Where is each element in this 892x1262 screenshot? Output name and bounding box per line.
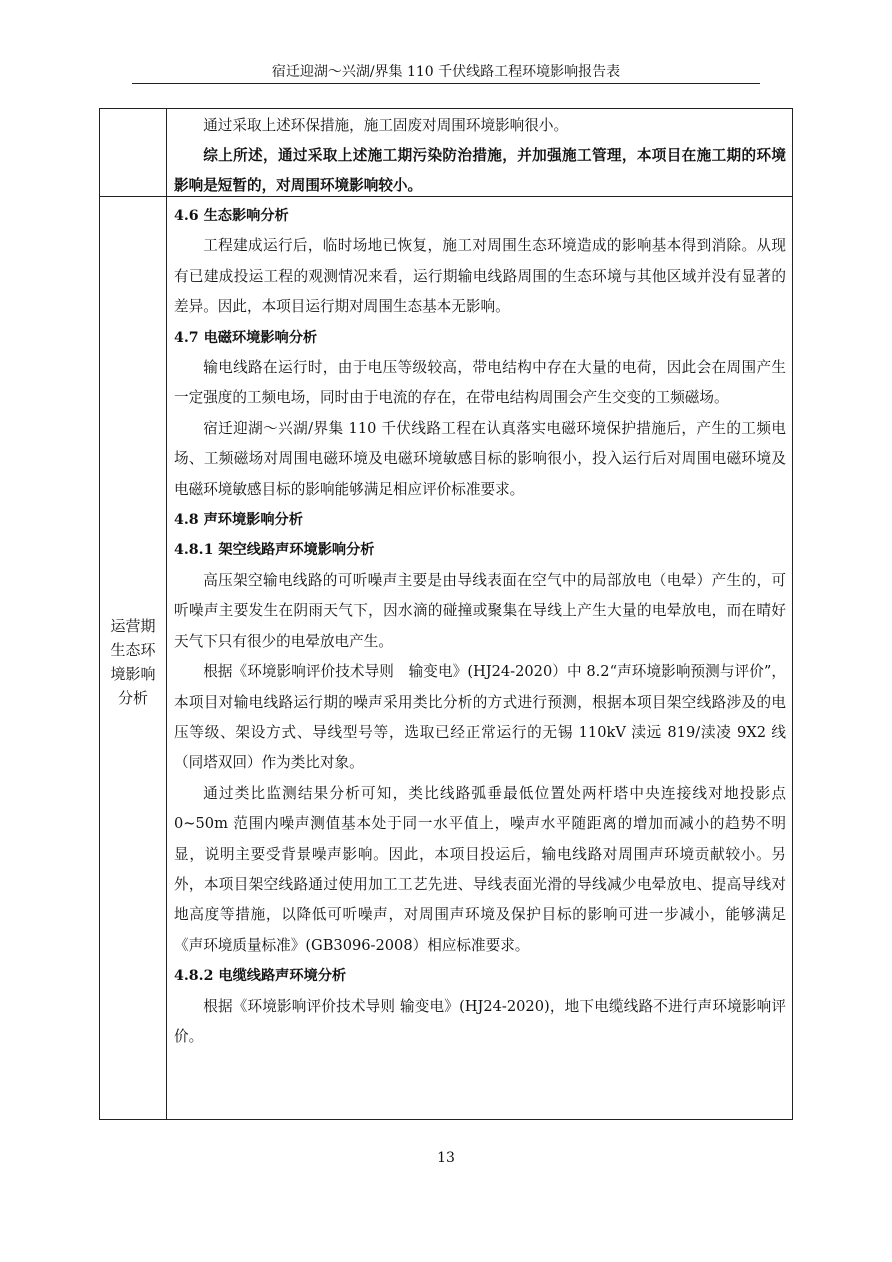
page-header: 宿迁迎湖～兴湖/界集 110 千伏线路工程环境影响报告表 [271,64,621,80]
heading-4-7: 4.7 电磁环境影响分析 [174,329,318,346]
operation-impact-label [100,614,166,710]
page-number: 13 [437,1150,455,1166]
solid-waste-paragraph: 通过采取上述环保措施，施工固废对周围环境影响很小。 [203,117,569,134]
heading-4-8: 4.8 声环境影响分析 [174,512,303,529]
heading-4-8-2: 4.8.2 电缆线路声环境分析 [174,968,347,985]
label-line: 分析 [117,689,148,707]
heading-4-6: 4.6 生态影响分析 [174,208,289,224]
label-line: 境影响 [110,665,156,683]
construction-summary-cell [174,111,786,201]
em-paragraph-2: 宿迁迎湖～兴湖/界集 110 千伏线路工程在认真落实电磁环境保护措施后，产生的工频电场、工频磁场对周围电磁环境及电磁环境敏感目标的影响很小，投入运行后对周围电磁环境及电磁环境敏感目标的影响能够满足相应评价标准要求。 [174,419,786,498]
header-rule [132,83,760,84]
ecology-paragraph: 工程建成运行后，临时场地已恢复，施工对周围生态环境造成的影响基本得到消除。从现有已建成投运工程的观测情况来看，运行期输电线路周围的生态环境与其他区域并没有显著的差异。因此，本项目运行期对周围生态基本无影响。 [174,237,786,316]
label-line: 生态环 [110,641,156,659]
column-divider [166,109,167,1119]
construction-conclusion-paragraph: 综上所述，通过采取上述施工期污染防治措施，并加强施工管理，本项目在施工期的环境影响是短暂的，对周围环境影响较小。 [174,147,786,194]
heading-4-8-1: 4.8.1 架空线路声环境影响分析 [174,542,375,559]
noise-paragraph-3: 通过类比监测结果分析可知，类比线路弧垂最低位置处两杆塔中央连接线对地投影点 0~50m 范围内噪声测值基本处于同一水平值上，噪声水平随距离的增加而减小的趋势不明显，说明主要受背景噪声影响。因此，本项目投运后，输电线路对周围声环境贡献较小。另外，本项目架空线路通过使用加工工艺先进、导线表面光滑的导线减少电晕放电、提高导线对地高度等措施，以降低可听噪声，对周围声环境及保护目标的影响可进一步减小，能够满足《声环境质量标准》(GB3096-2008）相应标准要求。 [174,784,786,954]
report-table [99,108,793,1120]
cable-noise-paragraph: 根据《环境影响评价技术导则 输变电》(HJ24-2020)，地下电缆线路不进行声环境影响评价。 [174,997,786,1045]
operation-impact-cell [174,201,786,1052]
em-paragraph-1: 输电线路在运行时，由于电压等级较高，带电结构中存在大量的电荷，因此会在周围产生一定强度的工频电场，同时由于电流的存在，在带电结构周围会产生交变的工频磁场。 [174,359,786,407]
label-line: 运营期 [110,617,156,635]
noise-paragraph-1: 高压架空输电线路的可听噪声主要是由导线表面在空气中的局部放电（电晕）产生的，可听噪声主要发生在阴雨天气下，因水滴的碰撞或聚集在导线上产生大量的电晕放电，而在晴好天气下只有很少的电晕放电产生。 [174,571,786,650]
noise-paragraph-2: 根据《环境影响评价技术导则 输变电》(HJ24-2020）中 8.2“声环境影响预测与评价”，本项目对输电线路运行期的噪声采用类比分析的方式进行预测，根据本项目架空线路涉及的电压等级、架设方式、导线型号等，选取已经正常运行的无锡 110kV 渎远 819/渎凌 9X2 线（同塔双回）作为类比对象。 [174,663,786,772]
